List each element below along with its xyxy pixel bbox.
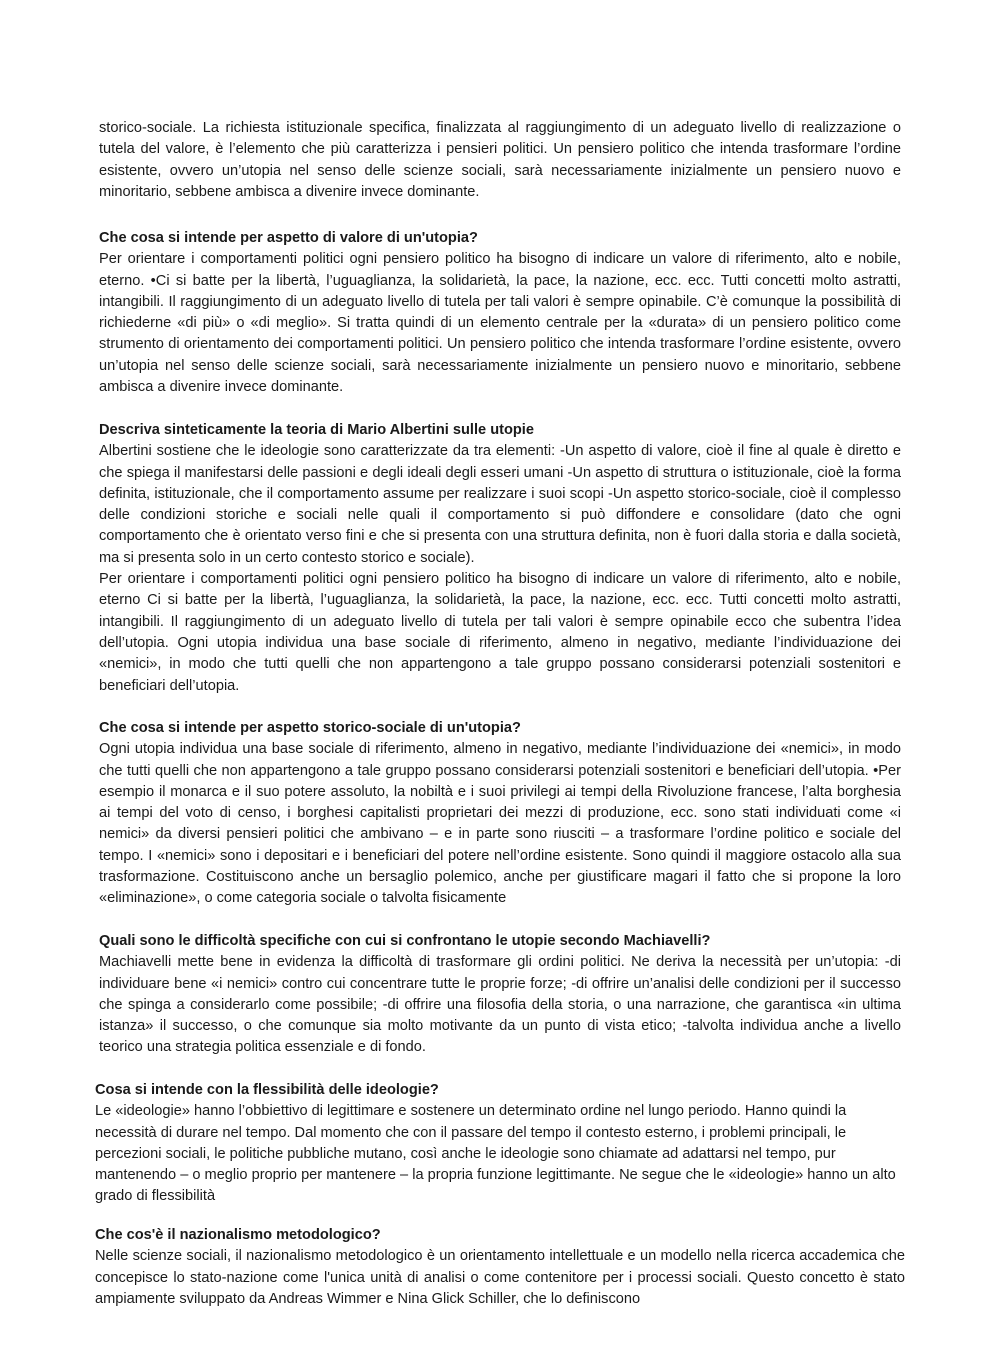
section-albertini-theory bbox=[99, 420, 901, 697]
section-ideology-flexibility bbox=[95, 1080, 905, 1208]
section-paragraph: Nelle scienze sociali, il nazionalismo metodologico è un orientamento intellettuale e un modello nella ricerca accademica che concepisce lo stato-nazione come l'unica unità di analisi o come contenitore per i processi sociali. Questo concetto è stato ampiamente sviluppato da Andreas Wimmer e Nina Glick Schiller, che lo definiscono bbox=[95, 1248, 905, 1307]
section-paragraph: Per orientare i comportamenti politici ogni pensiero politico ha bisogno di indicare un valore di riferimento, alto e nobile, eterno. •Ci si batte per la libertà, l’uguaglianza, la solidarietà, la pace, la nazione, ecc. ecc. Tutti concetti molto astratti, intangibili. Il raggiungimento di un adeguato livello di tutela per tali valori è sempre opinabile. C’è comunque la possibilità di richiederne «di più» o «di meglio». Si tratta quindi di un elemento centrale per la «durata» di un pensiero politico come strumento di orientamento dei comportamenti politici. Un pensiero politico che intenda trasformare l’ordine esistente, ovvero un’utopia nel senso delle scienze sociali, sarà necessariamente inizialmente un pensiero nuovo e minoritario, sebbene ambisca a divenire invece dominante. bbox=[99, 251, 901, 396]
intro-paragraph: storico-sociale. La richiesta istituzionale specifica, finalizzata al raggiungimento di un adeguato livello di realizzazione o tutela del valore, è l’elemento che più caratterizza i pensieri politici. Un pensiero politico che intenda trasformare l’ordine esistente, ovvero un’utopia nel senso delle scienze sociali, sarà necessariamente inizialmente un pensiero nuovo e minoritario, sebbene ambisca a divenire invece dominante. bbox=[99, 120, 901, 200]
section-paragraph: Machiavelli mette bene in evidenza la difficoltà di trasformare gli ordini politici. Ne deriva la necessità per un’utopia: -di individuare bene «i nemici» contro cui concentrare tutte le proprie forze; -di offrire un’analisi delle condizioni per il successo che spinga a considerarlo come possibile; -di offrire una filosofia della storia, o una narrazione, che garantisca «in ultima istanza» il successo, o che comunque sia molto motivante da un punto di vista etico; -talvolta individua anche a livello teorico una strategia politica essenziale e di fondo. bbox=[99, 954, 901, 1056]
section-paragraph: Ogni utopia individua una base sociale di riferimento, almeno in negativo, mediante l’individuazione dei «nemici», in modo che tutti quelli che non appartengono a tale gruppo possano considerarsi potenziali sostenitori e beneficiari dell’utopia. •Per esempio il monarca e il suo potere assoluto, la nobiltà e i suoi privilegi ai tempi della Rivoluzione francese, l’alta borghesia ai tempi del voto di censo, i borghesi capitalisti proprietari dei mezzi di produzione, ecc. sono stati individuati come «i nemici» da diversi pensieri politici che ambivano – e in parte sono riusciti – a trasformare l’ordine politico e sociale del tempo. I «nemici» sono i depositari e i beneficiari del potere nell’ordine esistente. Sono quindi il maggiore ostacolo alla sua trasformazione. Costituiscono anche un bersaglio polemico, anche per giustificare magari il fatto che si propone la loro «eliminazione», o come categoria sociale o talvolta fisicamente bbox=[99, 741, 901, 907]
section-question: Descriva sinteticamente la teoria di Mario Albertini sulle utopie bbox=[99, 422, 534, 438]
section-methodological-nationalism bbox=[95, 1225, 905, 1310]
section-historical-social-aspect bbox=[99, 718, 901, 910]
section-question: Quali sono le difficoltà specifiche con cui si confrontano le utopie secondo Machiavelli? bbox=[99, 933, 711, 949]
section-value-aspect bbox=[99, 228, 901, 398]
section-question: Che cosa si intende per aspetto storico-sociale di un'utopia? bbox=[99, 720, 521, 736]
section-question: Che cosa si intende per aspetto di valore di un'utopia? bbox=[99, 230, 478, 246]
intro-block bbox=[99, 118, 901, 203]
section-paragraph: Le «ideologie» hanno l’obbiettivo di legittimare e sostenere un determinato ordine nel lungo periodo. Hanno quindi la necessità di durare nel tempo. Dal momento che con il passare del tempo il contesto esterno, i problemi principali, le percezioni sociali, le politiche pubbliche mutano, così anche le ideologie sono chiamate ad adattarsi nel tempo, pur mantenendo – o meglio proprio per mantenere – la propria funzione legittimante. Ne segue che le «ideologie» hanno un alto grado di flessibilità bbox=[95, 1103, 896, 1205]
section-paragraph: Per orientare i comportamenti politici ogni pensiero politico ha bisogno di indicare un valore di riferimento, alto e nobile, eterno Ci si batte per la libertà, l’uguaglianza, la solidarietà, la pace, la nazione, ecc. ecc. Tutti concetti molto astratti, intangibili. Il raggiungimento di un adeguato livello di tutela per tali valori è sempre opinabile ecco che subentra l’idea dell’utopia. Ogni utopia individua una base sociale di riferimento, almeno in negativo, mediante l’individuazione dei «nemici», in modo che tutti quelli che non appartengono a tale gruppo possano considerarsi potenziali sostenitori e beneficiari dell’utopia. bbox=[99, 571, 901, 694]
section-question: Che cos'è il nazionalismo metodologico? bbox=[95, 1227, 381, 1243]
section-machiavelli-difficulties bbox=[99, 931, 901, 1059]
section-paragraph: Albertini sostiene che le ideologie sono caratterizzate da tra elementi: -Un aspetto di valore, cioè il fine al quale è diretto e che spiega il manifestarsi delle passioni e degli ideali degli esseri umani -Un aspetto di struttura o istituzionale, cioè la forma definita, istituzionale, che il comportamento assume per realizzare i suoi scopi -Un aspetto storico-sociale, cioè il complesso delle condizioni storiche e sociali nelle quali il comportamento si può diffondere e consolidare (dato che ogni comportamento che è orientato verso fini e che si presenta con una struttura definita, non è fuori dalla storia e dalla società, ma si presenta solo in un certo contesto storico e sociale). bbox=[99, 443, 901, 566]
section-question: Cosa si intende con la flessibilità delle ideologie? bbox=[95, 1082, 439, 1098]
